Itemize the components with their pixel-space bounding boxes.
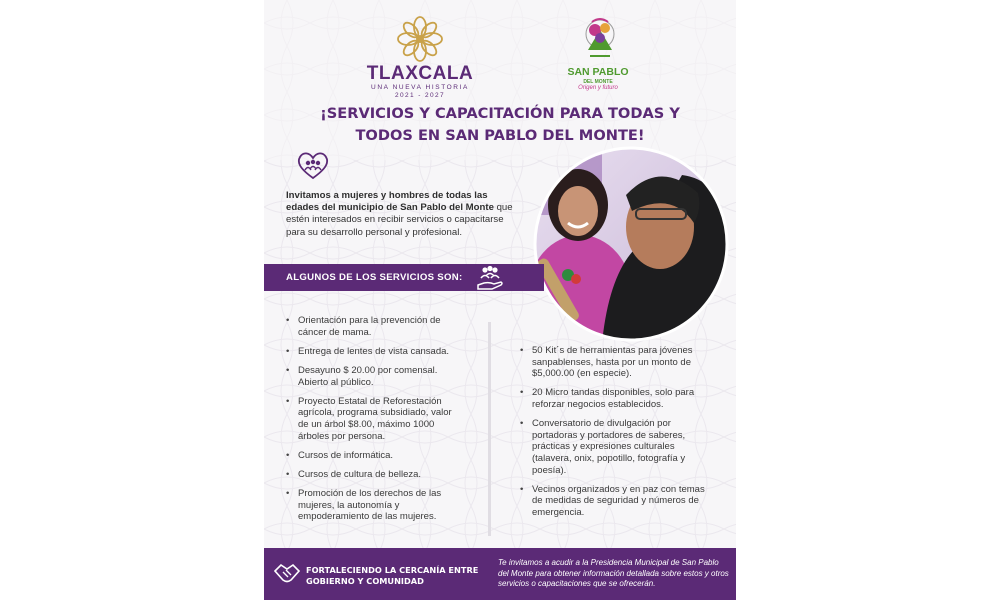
list-item: • Vecinos organizados y en paz con temas de medidas de seguridad y números de emergencia. bbox=[520, 484, 706, 519]
san-pablo-logo-icon bbox=[582, 16, 618, 64]
services-right-column bbox=[520, 345, 706, 526]
list-item: • Orientación para la prevención de cáncer de mama. bbox=[286, 315, 460, 338]
san-pablo-del-monte: DEL MONTE bbox=[583, 79, 613, 85]
list-item: • Promoción de los derechos de las mujeres, la autonomía y empoderamiento de las mujeres. bbox=[286, 488, 460, 523]
list-item: • Desayuno $ 20.00 por comensal. Abierto al público. bbox=[286, 365, 460, 388]
tlaxcala-subtitle: UNA NUEVA HISTORIA bbox=[371, 84, 469, 91]
intro-paragraph bbox=[286, 190, 516, 239]
headline bbox=[304, 103, 696, 147]
footer-title: FORTALECIENDO LA CERCANÍA ENTRE GOBIERNO Y COMUNIDAD bbox=[306, 565, 479, 586]
headline-line-1: ¡SERVICIOS Y CAPACITACIÓN PARA TODAS Y bbox=[320, 105, 680, 122]
column-divider bbox=[488, 322, 491, 536]
san-pablo-title: SAN PABLO bbox=[567, 66, 629, 78]
services-left-column bbox=[286, 315, 460, 530]
tlaxcala-flower-logo-icon bbox=[397, 16, 443, 62]
tlaxcala-title: TLAXCALA bbox=[366, 63, 474, 84]
list-item: • Cursos de cultura de belleza. bbox=[286, 469, 460, 481]
tlaxcala-years: 2021 - 2027 bbox=[394, 92, 446, 99]
intro-bold: Invitamos a mujeres y hombres de todas las edades del municipio de San Pablo del Monte bbox=[286, 190, 494, 214]
list-item: • Cursos de informática. bbox=[286, 450, 460, 462]
footer-text: Te invitamos a acudir a la Presidencia Municipal de San Pablo del Monte para obtener información detallada sobre estos y otros servicios o capacitaciones que se ofrecerán. bbox=[498, 558, 729, 589]
san-pablo-slogan: Origen y futuro bbox=[578, 85, 618, 91]
list-item: • 50 Kit´s de herramientas para jóvenes sanpablenses, hasta por un monto de $5,000.00 (en especie). bbox=[520, 345, 706, 380]
photo-women-circle bbox=[532, 145, 730, 343]
list-item: • Conversatorio de divulgación por portadoras y portadores de saberes, prácticas y expresiones culturales (talavera, onix, popotillo, fotografía y poesía). bbox=[520, 418, 706, 476]
handshake-icon bbox=[274, 561, 300, 585]
flyer bbox=[264, 0, 736, 600]
list-item: • Entrega de lentes de vista cansada. bbox=[286, 346, 460, 358]
headline-line-2: TODOS EN SAN PABLO DEL MONTE! bbox=[355, 127, 645, 144]
list-item: • Proyecto Estatal de Reforestación agrícola, programa subsidiado, valor de un árbol $8.00, máximo 1000 árboles por persona. bbox=[286, 396, 460, 442]
list-item: • 20 Micro tandas disponibles, solo para reforzar negocios establecidos. bbox=[520, 387, 706, 410]
heart-people-icon bbox=[296, 150, 330, 180]
services-band-label: ALGUNOS DE LOS SERVICIOS SON: bbox=[286, 272, 463, 283]
intro-rest: que estén interesados en recibir servicios o capacitarse para su desarrollo personal y profesional. bbox=[286, 202, 513, 238]
hand-people-icon bbox=[476, 265, 504, 291]
